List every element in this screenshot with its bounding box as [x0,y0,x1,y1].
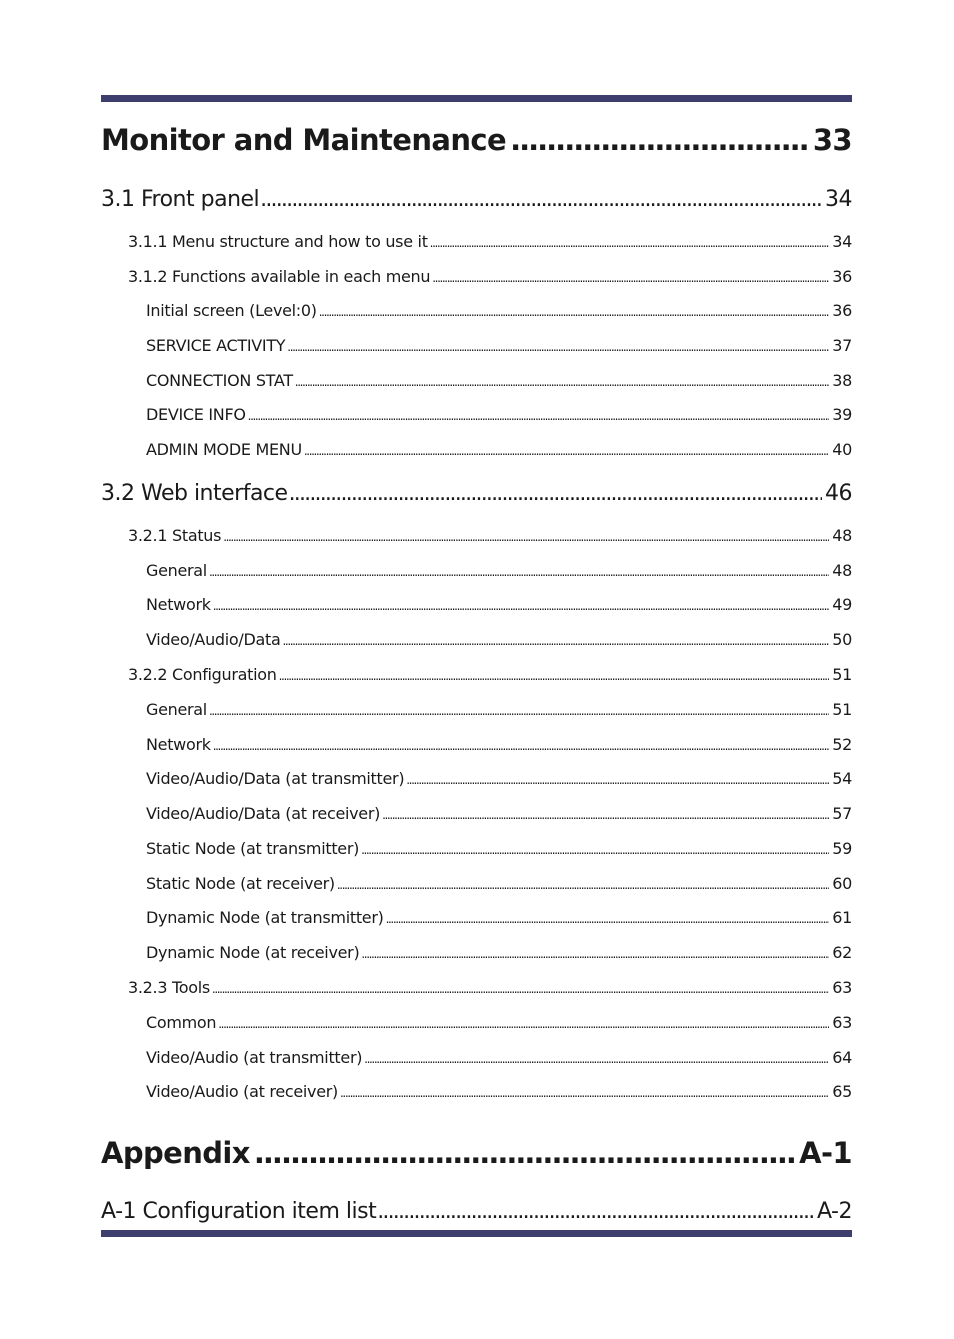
dot-leader [209,560,829,583]
toc-entry-page: A-1 [799,1136,852,1170]
dot-leader [386,907,830,930]
toc-item[interactable] [146,733,852,757]
toc-entry-label: 3.1 Front panel [101,187,260,212]
toc-entry-page: 62 [832,943,852,962]
toc-entry-label: 3.2 Web interface [101,481,288,506]
toc-item[interactable] [146,593,852,617]
toc-entry-label: Appendix [101,1136,250,1170]
toc-entry-label: Static Node (at transmitter) [146,839,360,858]
toc-entry-page: 54 [832,769,852,788]
toc-entry-page: 48 [832,561,852,580]
toc-item[interactable] [146,767,852,791]
toc-item[interactable] [146,1046,852,1070]
toc-entry-label: Video/Audio/Data (at receiver) [146,804,381,823]
toc-entry-page: 63 [832,978,852,997]
toc-entry-page: 33 [812,123,852,157]
toc-entry-page: 38 [832,371,852,390]
toc-entry-label: 3.2.3 Tools [128,978,210,997]
toc-entry-page: 36 [832,267,852,286]
toc-section-config-item-list[interactable] [101,1196,852,1228]
dot-leader [213,594,830,617]
toc-entry-label: Dynamic Node (at transmitter) [146,908,384,927]
toc-item[interactable] [146,369,852,393]
dot-leader [213,734,830,757]
dot-leader [279,664,830,687]
toc-subsection[interactable] [128,265,852,289]
top-rule [101,95,852,102]
toc-entry-label: Video/Audio (at receiver) [146,1082,338,1101]
dot-leader [319,300,830,323]
toc-item[interactable] [146,1011,852,1035]
dot-leader [260,184,822,216]
toc-entry-label: Initial screen (Level:0) [146,301,317,320]
toc-chapter-appendix[interactable] [101,1133,852,1173]
dot-leader [254,1133,795,1173]
toc-entry-page: 37 [832,336,852,355]
toc-entry-label: Static Node (at receiver) [146,874,335,893]
toc-entry-label: 3.2.1 Status [128,526,222,545]
dot-leader [287,335,829,358]
toc-section-web-interface[interactable] [101,478,852,510]
toc-entry-page: 34 [825,187,852,212]
toc-entry-page: A-2 [816,1199,852,1224]
toc-entry-label: Common [146,1013,217,1032]
toc-entry-label: 3.1.2 Functions available in each menu [128,267,431,286]
toc-section-front-panel[interactable] [101,184,852,216]
toc-item[interactable] [146,628,852,652]
dot-leader [377,1196,814,1228]
toc-entry-page: 59 [832,839,852,858]
toc-entry-label: ADMIN MODE MENU [146,440,302,459]
toc-entry-label: 3.2.2 Configuration [128,665,277,684]
toc-item[interactable] [146,872,852,896]
toc-entry-page: 40 [832,440,852,459]
toc-chapter-monitor[interactable] [101,120,852,160]
dot-leader [212,977,829,1000]
toc-entry-page: 48 [832,526,852,545]
toc-subsection[interactable] [128,663,852,687]
toc-item[interactable] [146,802,852,826]
toc-entry-label: SERVICE ACTIVITY [146,336,286,355]
toc-entry-page: 36 [832,301,852,320]
toc-entry-label: Video/Audio (at transmitter) [146,1048,363,1067]
toc-entry-page: 52 [832,735,852,754]
toc-entry-label: Video/Audio/Data (at transmitter) [146,769,405,788]
toc-entry-label: DEVICE INFO [146,405,246,424]
toc-entry-page: 60 [832,874,852,893]
toc-entry-page: 61 [832,908,852,927]
toc-entry-page: 57 [832,804,852,823]
dot-leader [304,439,829,462]
toc-item[interactable] [146,438,852,462]
toc-entry-page: 49 [832,595,852,614]
dot-leader [406,768,829,791]
toc-entry-label: A-1 Configuration item list [101,1199,377,1224]
toc-entry-page: 51 [832,700,852,719]
toc-item[interactable] [146,1080,852,1104]
toc-entry-label: General [146,561,207,580]
toc-entry-label: General [146,700,207,719]
toc-item[interactable] [146,941,852,965]
dot-leader [289,478,822,510]
dot-leader [283,629,830,652]
dot-leader [382,803,829,826]
toc-entry-label: Monitor and Maintenance [101,123,507,157]
dot-leader [430,231,830,254]
toc-entry-label: 3.1.1 Menu structure and how to use it [128,232,428,251]
dot-leader [361,838,829,861]
toc-entry-page: 50 [832,630,852,649]
toc-item[interactable] [146,906,852,930]
toc-item[interactable] [146,299,852,323]
toc-entry-page: 34 [832,232,852,251]
toc-item[interactable] [146,698,852,722]
dot-leader [223,525,829,548]
toc-entry-page: 46 [825,481,852,506]
toc-item[interactable] [146,559,852,583]
toc-entry-page: 39 [832,405,852,424]
toc-entry-label: Network [146,735,211,754]
bottom-rule [101,1230,852,1237]
dot-leader [209,699,829,722]
toc-entry-page: 65 [832,1082,852,1101]
dot-leader [364,1047,829,1070]
toc-entry-page: 63 [832,1013,852,1032]
dot-leader [295,370,829,393]
toc-subsection[interactable] [128,524,852,548]
toc-subsection[interactable] [128,976,852,1000]
dot-leader [218,1012,829,1035]
dot-leader [361,942,829,965]
toc-entry-label: Video/Audio/Data [146,630,281,649]
toc-entry-label: Dynamic Node (at receiver) [146,943,360,962]
dot-leader [248,404,830,427]
dot-leader [340,1081,829,1104]
dot-leader [510,120,809,160]
dot-leader [337,873,829,896]
toc-item[interactable] [146,334,852,358]
toc-item[interactable] [146,403,852,427]
dot-leader [432,266,829,289]
toc-entry-page: 51 [832,665,852,684]
toc-item[interactable] [146,837,852,861]
toc-entry-label: Network [146,595,211,614]
toc-entry-label: CONNECTION STAT [146,371,293,390]
toc-entry-page: 64 [832,1048,852,1067]
toc-subsection[interactable] [128,230,852,254]
